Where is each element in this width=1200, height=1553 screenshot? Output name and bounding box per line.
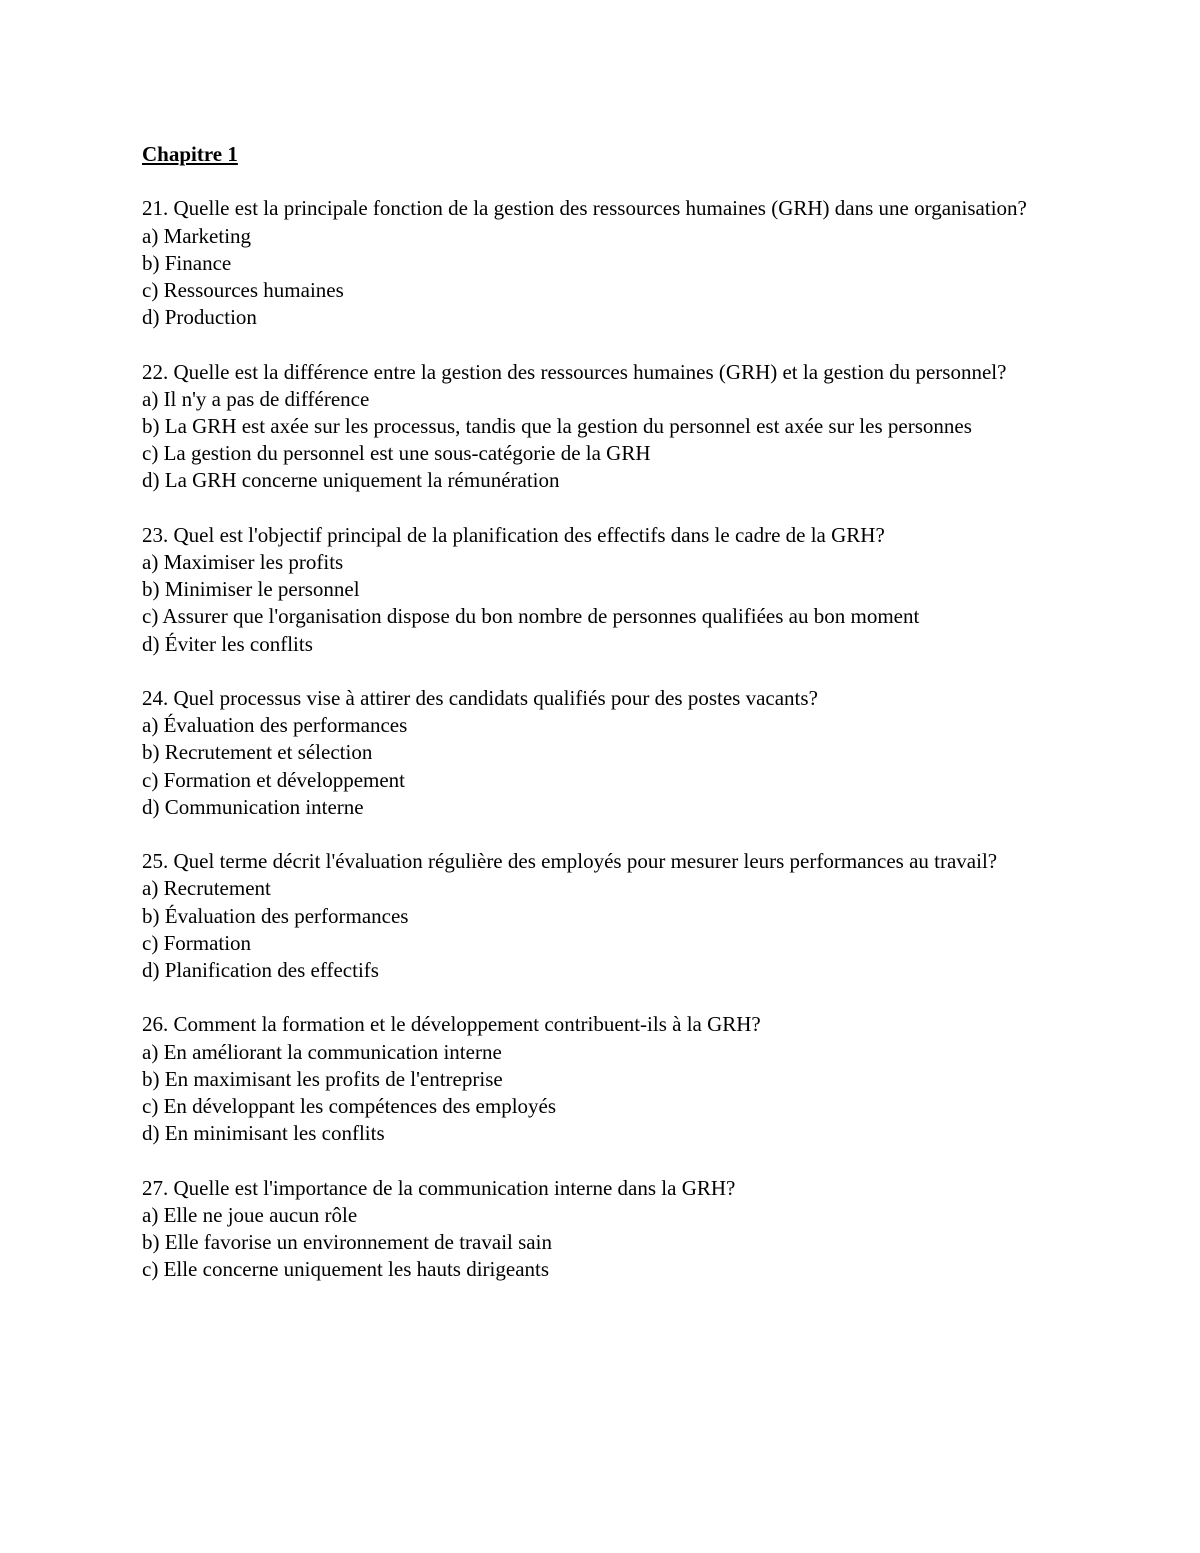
chapter-title: Chapitre 1: [142, 142, 238, 166]
question-21: [142, 195, 1042, 331]
question-text: 27. Quelle est l'importance de la communication interne dans la GRH?: [142, 1175, 736, 1200]
answer-option: a) En améliorant la communication interne: [142, 1039, 502, 1064]
answer-option: a) Évaluation des performances: [142, 713, 408, 738]
question-23: [142, 522, 1042, 658]
answer-option: b) Minimiser le personnel: [142, 577, 360, 602]
answer-option: b) Finance: [142, 250, 232, 275]
answer-option: d) Planification des effectifs: [142, 958, 379, 982]
question-24: [142, 685, 1042, 821]
answer-option: a) Recrutement: [142, 876, 271, 901]
answer-option: a) Elle ne joue aucun rôle: [142, 1202, 358, 1227]
answer-option: c) Formation: [142, 930, 252, 955]
answer-option: d) Production: [142, 305, 257, 330]
answer-option: d) En minimisant les conflits: [142, 1121, 385, 1146]
answer-option: a) Maximiser les profits: [142, 549, 344, 574]
question-text: 24. Quel processus vise à attirer des candidats qualifiés pour des postes vacants?: [142, 685, 818, 710]
answer-option: c) Formation et développement: [142, 767, 406, 792]
answer-option: d) Éviter les conflits: [142, 631, 313, 656]
question-26: [142, 1011, 1042, 1147]
question-text: 22. Quelle est la différence entre la gestion des ressources humaines (GRH) et la gestion du personnel?: [142, 359, 1007, 384]
answer-option: b) Recrutement et sélection: [142, 740, 373, 765]
answer-option: c) En développant les compétences des employés: [142, 1094, 557, 1118]
answer-option: c) Elle concerne uniquement les hauts dirigeants: [142, 1257, 550, 1282]
answer-option: b) Évaluation des performances: [142, 903, 409, 928]
answer-option: d) Communication interne: [142, 794, 364, 819]
document-page: [142, 141, 1042, 1311]
question-text: 23. Quel est l'objectif principal de la planification des effectifs dans le cadre de la GRH?: [142, 522, 885, 547]
question-27: [142, 1175, 1042, 1284]
question-25: [142, 848, 1042, 984]
question-text: 25. Quel terme décrit l'évaluation régulière des employés pour mesurer leurs performances au travail?: [142, 849, 998, 874]
answer-option: b) En maximisant les profits de l'entreprise: [142, 1066, 503, 1091]
answer-option: a) Il n'y a pas de différence: [142, 386, 370, 411]
question-text: 26. Comment la formation et le développement contribuent-ils à la GRH?: [142, 1012, 761, 1037]
answer-option: d) La GRH concerne uniquement la rémunération: [142, 468, 560, 493]
answer-option: a) Marketing: [142, 223, 252, 248]
answer-option: c) La gestion du personnel est une sous-catégorie de la GRH: [142, 441, 651, 466]
answer-option: c) Ressources humaines: [142, 277, 344, 302]
answer-option: b) La GRH est axée sur les processus, tandis que la gestion du personnel est axée sur les personnes: [142, 413, 972, 438]
answer-option: c) Assurer que l'organisation dispose du bon nombre de personnes qualifiées au bon moment: [142, 604, 920, 629]
answer-option: b) Elle favorise un environnement de travail sain: [142, 1230, 552, 1254]
question-22: [142, 359, 1042, 495]
question-text: 21. Quelle est la principale fonction de la gestion des ressources humaines (GRH) dans une organisation?: [142, 196, 1027, 221]
